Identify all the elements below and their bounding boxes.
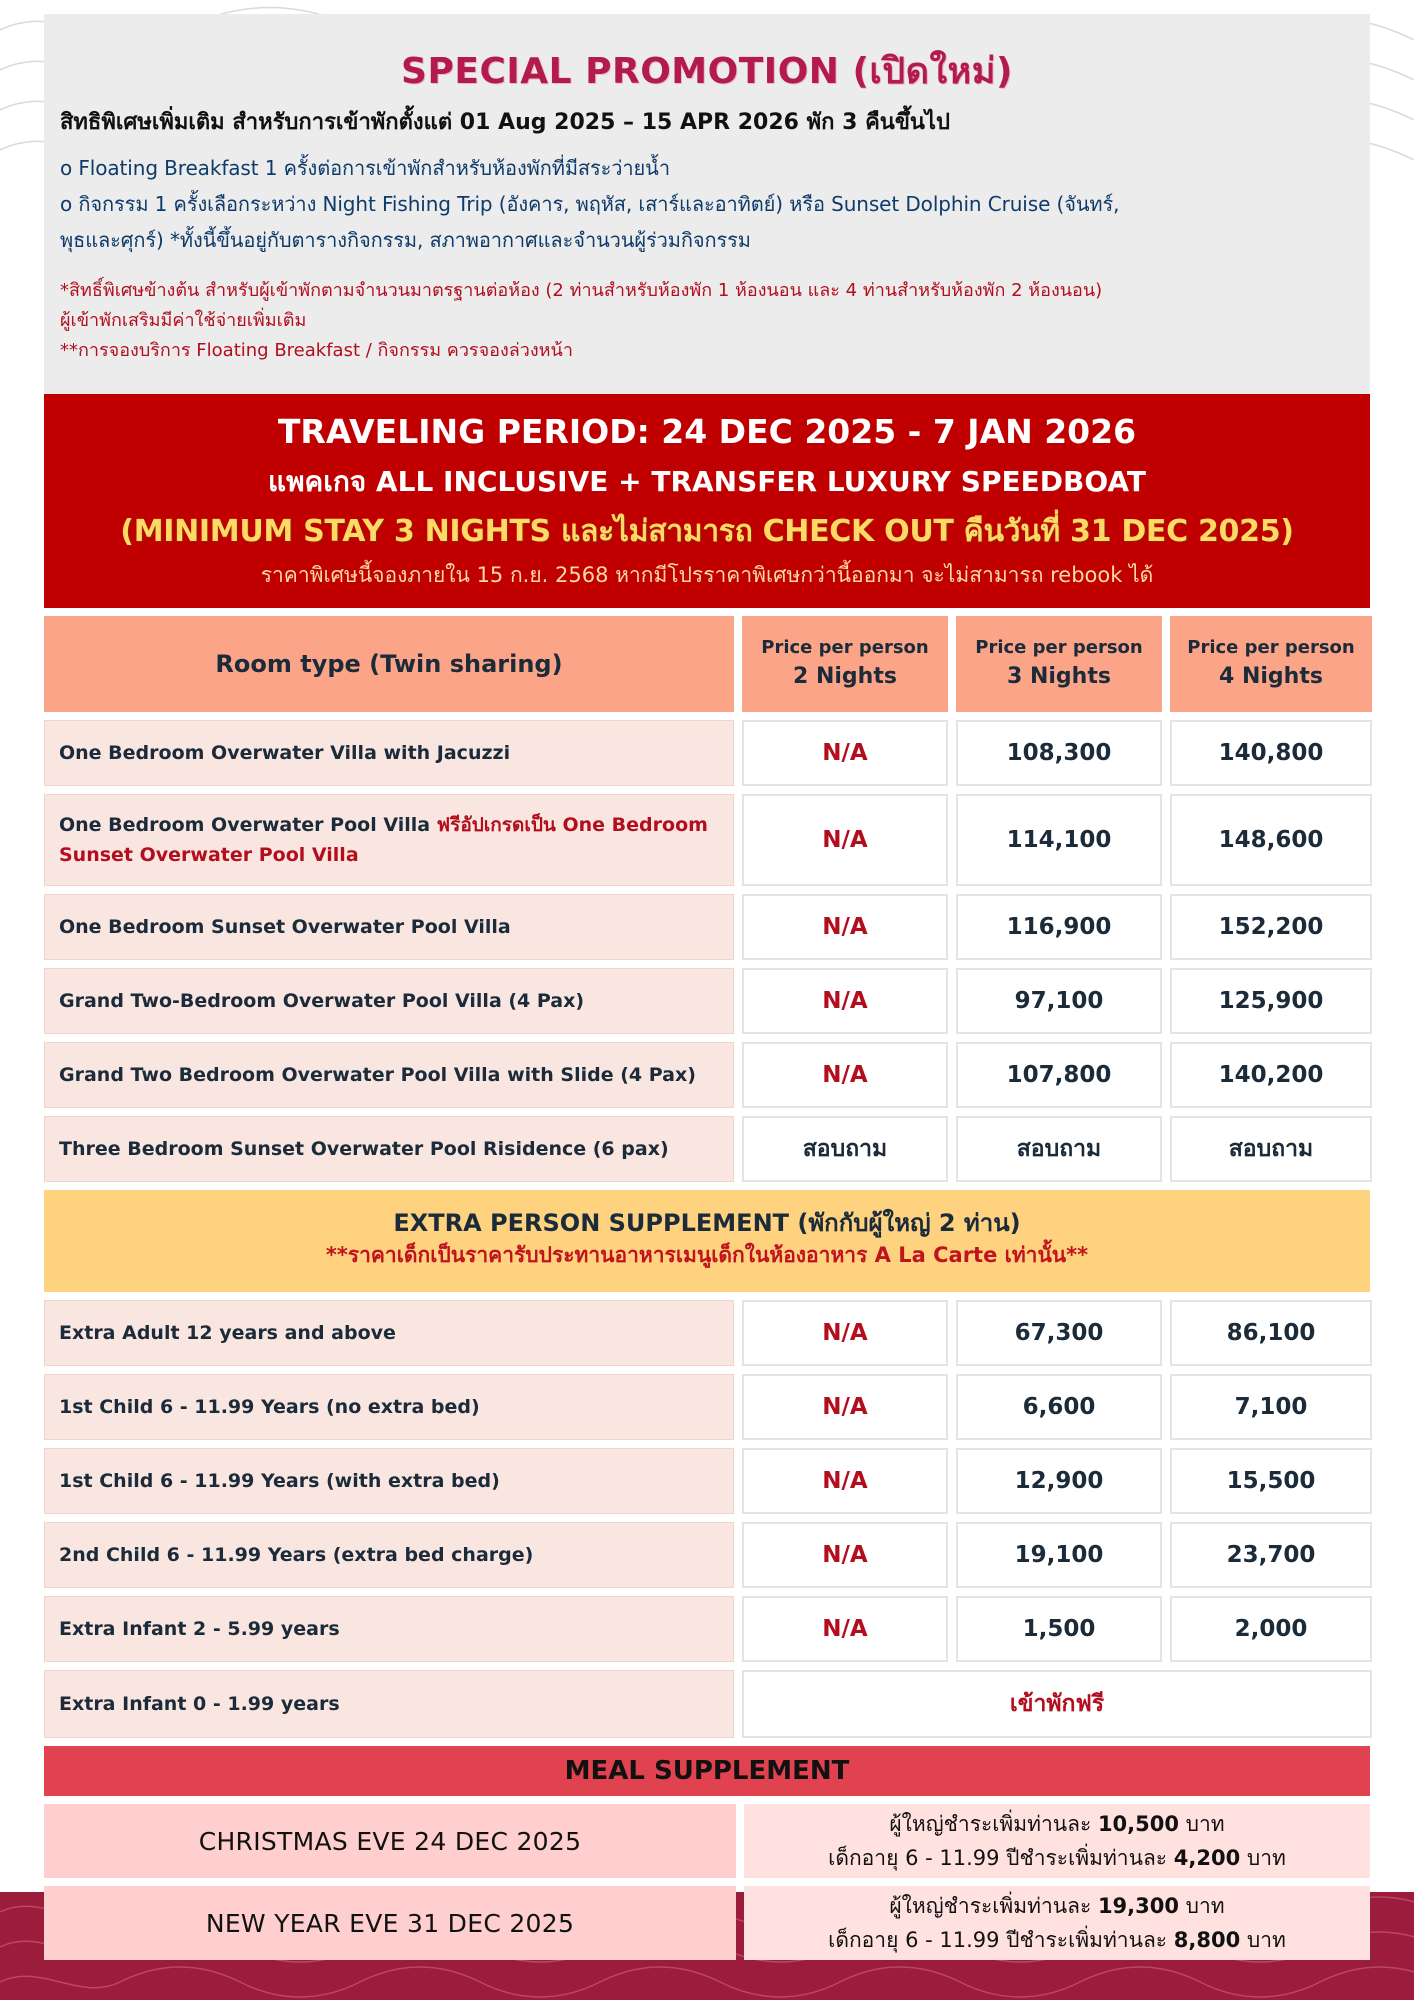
child-price-line [744, 1841, 1370, 1875]
child-price-amount: 4,200 [1173, 1846, 1241, 1870]
table-row [44, 1042, 1370, 1108]
meal-price [744, 1804, 1370, 1878]
price-header-2-nights [742, 616, 948, 712]
price-4-nights: 86,100 [1170, 1300, 1372, 1366]
benefit-item: o Floating Breakfast 1 ครั้งต่อการเข้าพักสำหรับห้องพักที่มีสระว่ายน้ำ [60, 156, 670, 180]
price-2-nights: N/A [742, 1522, 948, 1588]
table-row [44, 794, 1370, 886]
table-row [44, 968, 1370, 1034]
price-4-nights: 152,200 [1170, 894, 1372, 960]
supplement-note: **ราคาเด็กเป็นราคารับประทานอาหารเมนูเด็กในห้องอาหาร A La Carte เท่านั้น** [325, 1243, 1089, 1267]
table-row [44, 1522, 1370, 1588]
price-3-nights: 12,900 [956, 1448, 1162, 1514]
adult-price-line [744, 1889, 1370, 1923]
traveling-period: TRAVELING PERIOD: 24 DEC 2025 - 7 JAN 2026 [277, 412, 1137, 451]
benefit-item: o กิจกรรม 1 ครั้งเลือกระหว่าง Night Fishing Trip (อังคาร, พฤหัส, เสาร์และอาทิตย์) หรือ Sunset Dolphin Cruise (จันทร์, [60, 192, 1120, 216]
price-per-person-label: Price per person [975, 637, 1143, 658]
room-name: One Bedroom Overwater Villa with Jacuzzi [44, 720, 734, 786]
free-stay-value: เข้าพักฟรี [742, 1670, 1372, 1738]
price-3-nights: 97,100 [956, 968, 1162, 1034]
price-4-nights: 2,000 [1170, 1596, 1372, 1662]
room-name: Three Bedroom Sunset Overwater Pool Risidence (6 pax) [44, 1116, 734, 1182]
promo-subtitle: สิทธิพิเศษเพิ่มเติม สำหรับการเข้าพักตั้งแต่ 01 Aug 2025 – 15 APR 2026 พัก 3 คืนขึ้นไป [60, 110, 950, 135]
price-4-nights: สอบถาม [1170, 1116, 1372, 1182]
price-header-4-nights [1170, 616, 1372, 712]
benefit-item: พุธและศุกร์) *ทั้งนี้ขึ้นอยู่กับตารางกิจกรรม, สภาพอากาศและจำนวนผู้ร่วมกิจกรรม [60, 228, 751, 252]
price-per-person-label: Price per person [761, 637, 929, 658]
price-2-nights: N/A [742, 968, 948, 1034]
note-item: *สิทธิ์พิเศษข้างต้น สำหรับผู้เข้าพักตามจำนวนมาตรฐานต่อห้อง (2 ท่านสำหรับห้องพัก 1 ห้องนอน และ 4 ท่านสำหรับห้องพัก 2 ห้องนอน) [60, 280, 1103, 301]
traveling-period-banner [44, 394, 1370, 608]
promo-title: SPECIAL PROMOTION (เปิดใหม่) [401, 51, 1013, 92]
price-4-nights: 7,100 [1170, 1374, 1372, 1440]
booking-deadline-note: ราคาพิเศษนี้จองภายใน 15 ก.ย. 2568 หากมีโปรราคาพิเศษกว่านี้ออกมา จะไม่สามารถ rebook ได้ [260, 563, 1154, 587]
price-per-person-label: Price per person [1187, 637, 1355, 658]
meal-event-name: NEW YEAR EVE 31 DEC 2025 [44, 1886, 736, 1960]
child-price-amount: 8,800 [1173, 1928, 1241, 1952]
extra-person-supplement-header [44, 1190, 1370, 1292]
extra-name: Extra Adult 12 years and above [44, 1300, 734, 1366]
extra-name: Extra Infant 0 - 1.99 years [44, 1670, 734, 1738]
notes-list [60, 276, 1354, 366]
currency-label: บาท [1178, 1894, 1225, 1918]
nights-label: 4 Nights [1219, 664, 1323, 689]
price-2-nights: N/A [742, 894, 948, 960]
price-2-nights: N/A [742, 1596, 948, 1662]
room-name: Grand Two Bedroom Overwater Pool Villa with Slide (4 Pax) [44, 1042, 734, 1108]
price-header-3-nights [956, 616, 1162, 712]
room-name: One Bedroom Sunset Overwater Pool Villa [44, 894, 734, 960]
currency-label: บาท [1178, 1812, 1225, 1836]
price-2-nights: N/A [742, 720, 948, 786]
nights-label: 3 Nights [1007, 664, 1111, 689]
table-row [44, 1670, 1370, 1738]
price-3-nights: 107,800 [956, 1042, 1162, 1108]
price-3-nights: 6,600 [956, 1374, 1162, 1440]
adult-price-amount: 19,300 [1097, 1894, 1179, 1918]
room-name: Grand Two-Bedroom Overwater Pool Villa (4 Pax) [44, 968, 734, 1034]
note-item: **การจองบริการ Floating Breakfast / กิจกรรม ควรจองล่วงหน้า [60, 340, 573, 361]
table-row [44, 894, 1370, 960]
price-4-nights: 23,700 [1170, 1522, 1372, 1588]
price-2-nights: N/A [742, 794, 948, 886]
extra-name: Extra Infant 2 - 5.99 years [44, 1596, 734, 1662]
price-2-nights: N/A [742, 1448, 948, 1514]
currency-label: บาท [1240, 1846, 1286, 1870]
promo-section [44, 14, 1370, 394]
supplement-title: EXTRA PERSON SUPPLEMENT (พักกับผู้ใหญ่ 2 ท่าน) [393, 1209, 1021, 1237]
table-row [44, 1116, 1370, 1182]
price-3-nights: 1,500 [956, 1596, 1162, 1662]
price-table-header [44, 616, 1370, 712]
price-3-nights: 67,300 [956, 1300, 1162, 1366]
meal-event-name: CHRISTMAS EVE 24 DEC 2025 [44, 1804, 736, 1878]
nights-label: 2 Nights [793, 664, 897, 689]
room-name-text: One Bedroom Overwater Pool Villa [59, 814, 437, 836]
table-row [44, 1300, 1370, 1366]
price-2-nights: สอบถาม [742, 1116, 948, 1182]
promotion-sheet [44, 14, 1370, 1960]
adult-price-label: ผู้ใหญ่ชำระเพิ่มท่านละ [889, 1812, 1098, 1836]
room-type-header: Room type (Twin sharing) [44, 616, 734, 712]
price-3-nights: สอบถาม [956, 1116, 1162, 1182]
table-row [44, 1596, 1370, 1662]
price-2-nights: N/A [742, 1300, 948, 1366]
extra-name: 1st Child 6 - 11.99 Years (no extra bed) [44, 1374, 734, 1440]
meal-price [744, 1886, 1370, 1960]
upgrade-highlight: ฟรีอัปเกรดเป็น One Bedroom Sunset Overwater Pool Villa [59, 814, 708, 866]
price-4-nights: 140,200 [1170, 1042, 1372, 1108]
price-3-nights: 108,300 [956, 720, 1162, 786]
note-item: ผู้เข้าพักเสริมมีค่าใช้จ่ายเพิ่มเติม [60, 310, 307, 331]
meal-row [44, 1804, 1370, 1878]
benefits-list [60, 150, 1354, 258]
price-4-nights: 140,800 [1170, 720, 1372, 786]
table-row [44, 1374, 1370, 1440]
price-3-nights: 114,100 [956, 794, 1162, 886]
meal-supplement-header: MEAL SUPPLEMENT [44, 1746, 1370, 1796]
adult-price-amount: 10,500 [1097, 1812, 1179, 1836]
price-2-nights: N/A [742, 1042, 948, 1108]
adult-price-label: ผู้ใหญ่ชำระเพิ่มท่านละ [889, 1894, 1098, 1918]
extra-name: 1st Child 6 - 11.99 Years (with extra bed) [44, 1448, 734, 1514]
price-3-nights: 19,100 [956, 1522, 1162, 1588]
package-name: แพคเกจ ALL INCLUSIVE + TRANSFER LUXURY SPEEDBOAT [268, 465, 1146, 498]
table-row [44, 1448, 1370, 1514]
adult-price-line [744, 1807, 1370, 1841]
price-2-nights: N/A [742, 1374, 948, 1440]
price-4-nights: 15,500 [1170, 1448, 1372, 1514]
child-price-label: เด็กอายุ 6 - 11.99 ปีชำระเพิ่มท่านละ [828, 1928, 1174, 1952]
room-name [44, 794, 734, 886]
price-4-nights: 148,600 [1170, 794, 1372, 886]
table-row [44, 720, 1370, 786]
price-4-nights: 125,900 [1170, 968, 1372, 1034]
currency-label: บาท [1240, 1928, 1286, 1952]
child-price-label: เด็กอายุ 6 - 11.99 ปีชำระเพิ่มท่านละ [828, 1846, 1174, 1870]
child-price-line [744, 1923, 1370, 1957]
minimum-stay-note: (MINIMUM STAY 3 NIGHTS และไม่สามารถ CHECK OUT คืนวันที่ 31 DEC 2025) [120, 514, 1294, 549]
meal-row [44, 1886, 1370, 1960]
price-3-nights: 116,900 [956, 894, 1162, 960]
extra-name: 2nd Child 6 - 11.99 Years (extra bed charge) [44, 1522, 734, 1588]
